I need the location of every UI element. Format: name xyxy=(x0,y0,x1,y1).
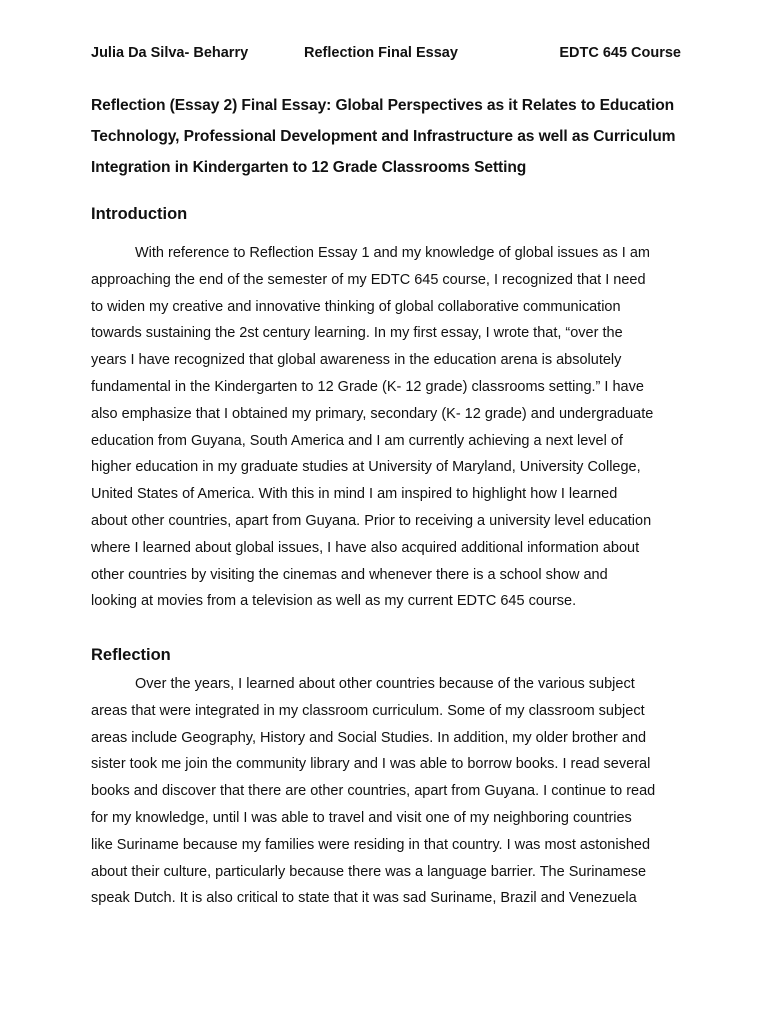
paragraph-line: areas that were integrated in my classroom curriculum. Some of my classroom subject xyxy=(91,702,645,719)
paragraph-line: like Suriname because my families were residing in that country. I was most astonished xyxy=(91,836,651,853)
paragraph-line: approaching the end of the semester of my EDTC 645 course, I recognized that I need xyxy=(91,271,646,288)
paragraph-line: for my knowledge, until I was able to travel and visit one of my neighboring countries xyxy=(91,809,632,826)
essay-title xyxy=(91,90,691,183)
introduction-heading: Introduction xyxy=(91,205,188,223)
paragraph-line: looking at movies from a television as well as my current EDTC 645 course. xyxy=(91,593,577,610)
reflection-heading: Reflection xyxy=(91,646,171,664)
paragraph-line: books and discover that there are other countries, apart from Guyana. I continue to read xyxy=(91,783,656,800)
paragraph-line: where I learned about global issues, I have also acquired additional information about xyxy=(91,539,640,556)
paragraph-line: United States of America. With this in mind I am inspired to highlight how I learned xyxy=(91,486,618,503)
paragraph-line: years I have recognized that global awareness in the education arena is absolutely xyxy=(91,352,622,369)
paragraph-line: sister took me join the community library and I was able to borrow books. I read several xyxy=(91,756,651,773)
paragraph-line: education from Guyana, South America and I am currently achieving a next level of xyxy=(91,432,623,449)
essay-title-line: Technology, Professional Development and Infrastructure as well as Curriculum xyxy=(91,128,676,145)
paragraph-line: towards sustaining the 2st century learning. In my first essay, I wrote that, “over the xyxy=(91,325,623,342)
paragraph-line: higher education in my graduate studies at University of Maryland, University College, xyxy=(91,459,641,476)
essay-title-line: Integration in Kindergarten to 12 Grade Classrooms Setting xyxy=(91,159,527,176)
paragraph-line: about their culture, particularly because there was a language barrier. The Surinamese xyxy=(91,863,647,880)
paragraph-line: about other countries, apart from Guyana. Prior to receiving a university level education xyxy=(91,512,652,529)
header-course: EDTC 645 Course xyxy=(559,45,681,61)
paragraph-line: also emphasize that I obtained my primary, secondary (K- 12 grade) and undergraduate xyxy=(91,405,654,422)
paragraph-line: Over the years, I learned about other countries because of the various subject xyxy=(135,676,635,692)
page-header xyxy=(91,45,681,65)
reflection-paragraph xyxy=(91,671,691,912)
paragraph-line: areas include Geography, History and Social Studies. In addition, my older brother and xyxy=(91,729,647,746)
essay-title-line: Reflection (Essay 2) Final Essay: Global Perspectives as it Relates to Education xyxy=(91,97,675,114)
paragraph-line: to widen my creative and innovative thinking of global collaborative communication xyxy=(91,298,621,315)
paragraph-line: other countries by visiting the cinemas and whenever there is a school show and xyxy=(91,566,608,583)
header-author: Julia Da Silva- Beharry xyxy=(91,45,249,61)
header-document-name: Reflection Final Essay xyxy=(304,45,458,61)
paragraph-line: speak Dutch. It is also critical to state that it was sad Suriname, Brazil and Venezuela xyxy=(91,890,637,907)
introduction-paragraph xyxy=(91,240,691,615)
paragraph-line: With reference to Reflection Essay 1 and my knowledge of global issues as I am xyxy=(135,245,651,261)
paragraph-line: fundamental in the Kindergarten to 12 Grade (K- 12 grade) classrooms setting.” I have xyxy=(91,378,644,395)
